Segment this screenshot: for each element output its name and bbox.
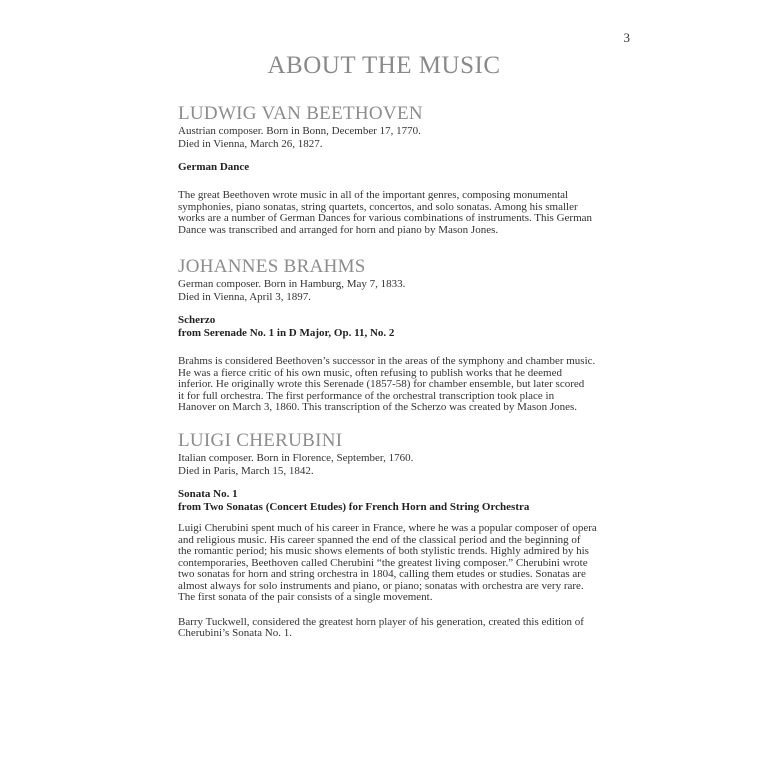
composer-section-cherubini (178, 430, 598, 640)
work-title (178, 161, 598, 174)
text-line: almost always for solo instruments and piano, or piano; sonatas with orchestra are very rare. (178, 579, 584, 592)
text-line: two sonatas for horn and string orchestra in 1804, calling them etudes or studies. Sonatas are (178, 568, 586, 580)
composer-name: LUDWIG VAN BEETHOVEN (178, 103, 423, 124)
text-line: inferior. He originally wrote this Serenade (1857-58) for chamber ensemble, but later scored (178, 378, 585, 390)
composer-section-beethoven (178, 103, 598, 236)
composer-bio (178, 278, 598, 304)
text-line: The great Beethoven wrote music in all of the important genres, composing monumental (178, 189, 569, 201)
composer-bio (178, 125, 598, 151)
bio-line: German composer. Born in Hamburg, May 7, 1833. (178, 278, 406, 290)
work-title-line: German Dance (178, 161, 250, 173)
page-title: ABOUT THE MUSIC (267, 52, 501, 79)
composer-section-brahms (178, 256, 598, 414)
text-line: contemporaries, Beethoven called Cherubini “the greatest living composer.” Cherubini wrote (178, 556, 588, 569)
bio-line: Died in Vienna, April 3, 1897. (178, 291, 311, 303)
work-title-line: Scherzo (178, 314, 216, 326)
bio-line: Died in Vienna, March 26, 1827. (178, 138, 323, 150)
page-number: 3 (623, 30, 630, 45)
text-line: symphonies, piano sonatas, string quartets, concertos, and solo sonatas. Among his smaller (178, 200, 578, 213)
composer-name: JOHANNES BRAHMS (178, 256, 366, 277)
text-line: works are a number of German Dances for various combinations of instruments. This German (178, 212, 593, 224)
text-line: the romantic period; his music shows elements of both stylistic trends. Highly admired by his (178, 545, 589, 557)
description-paragraph (178, 356, 598, 414)
text-line: The first sonata of the pair consists of a single movement. (178, 591, 433, 603)
composer-bio (178, 452, 598, 478)
text-line: He was a fierce critic of his own music, often refusing to publish works that he deemed (178, 366, 562, 379)
text-line: Hanover on March 3, 1860. This transcription of the Scherzo was created by Mason Jones. (178, 401, 578, 413)
description-paragraph (178, 523, 598, 604)
work-title (178, 488, 598, 514)
bio-line: Italian composer. Born in Florence, September, 1760. (178, 452, 414, 464)
text-line: it for full orchestra. The first performance of the orchestral transcription took place in (178, 389, 555, 402)
composer-name: LUIGI CHERUBINI (178, 430, 343, 451)
text-line: Brahms is considered Beethoven’s successor in the areas of the symphony and chamber music. (178, 355, 596, 367)
bio-line: Austrian composer. Born in Bonn, December 17, 1770. (178, 125, 421, 137)
text-line: Luigi Cherubini spent much of his career in France, where he was a popular composer of opera (178, 522, 597, 534)
text-line: Barry Tuckwell, considered the greatest horn player of his generation, created this edition of (178, 615, 584, 628)
text-line: and religious music. His career spanned the end of the classical period and the beginning of (178, 533, 581, 546)
work-title-line: from Serenade No. 1 in D Major, Op. 11, No. 2 (178, 327, 395, 339)
description-paragraph (178, 190, 598, 236)
work-title-line: Sonata No. 1 (178, 488, 238, 500)
work-title-line: from Two Sonatas (Concert Etudes) for French Horn and String Orchestra (178, 501, 530, 513)
text-line: Cherubini’s Sonata No. 1. (178, 627, 292, 639)
description-paragraph (178, 617, 598, 640)
text-line: Dance was transcribed and arranged for horn and piano by Mason Jones. (178, 223, 499, 236)
bio-line: Died in Paris, March 15, 1842. (178, 465, 314, 477)
work-title (178, 314, 598, 340)
